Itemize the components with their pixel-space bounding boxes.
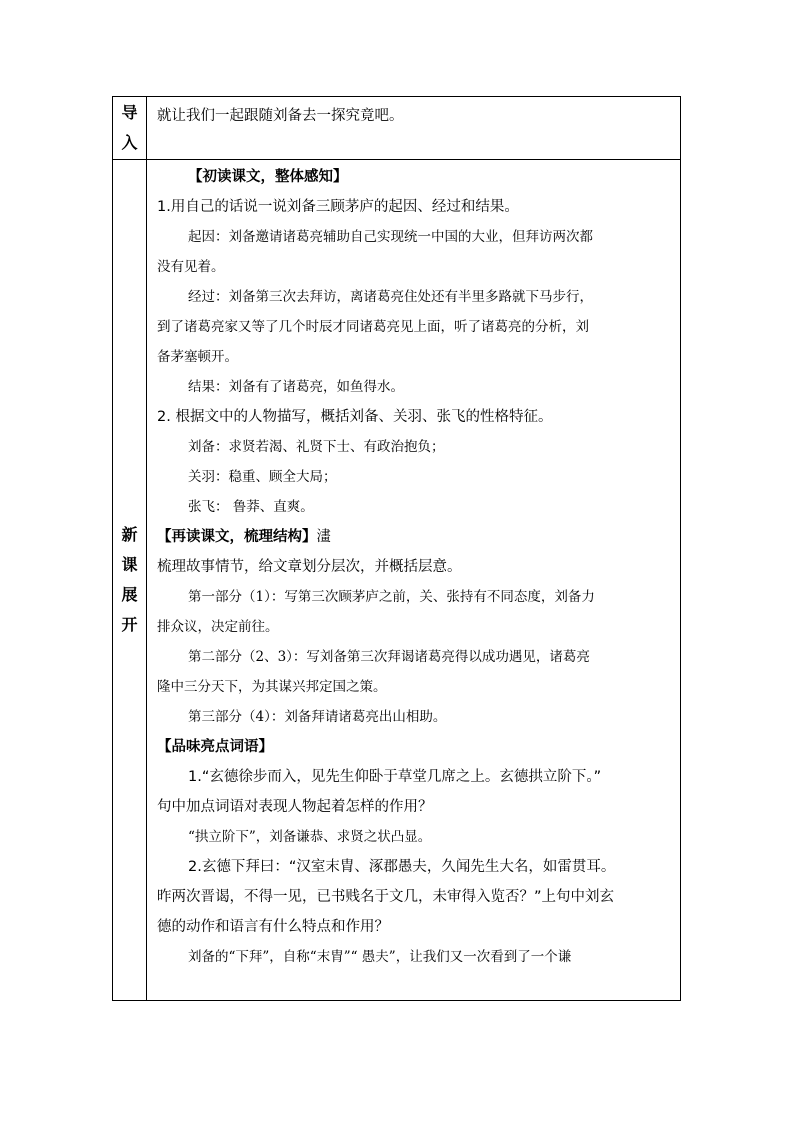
word-question-2-line-3: 德的动作和语言有什么特点和作用？: [157, 919, 389, 935]
part-1-line-2: 排众议，决定前往。: [157, 619, 279, 635]
inline-mark: 澅: [316, 529, 331, 545]
answer-process-line-2: 到了诸葛亮家又等了几个时辰才同诸葛亮见上面，听了诸葛亮的分析，刘: [157, 319, 589, 335]
answer-guanyu: 关羽：稳重、顾全大局；: [188, 469, 337, 485]
lesson-table: [112, 96, 681, 1001]
intro-label-char-2: 入: [121, 133, 138, 152]
part-3: 第三部分（4）：刘备拜请诸葛亮出山相助。: [188, 709, 447, 725]
answer-cause-line-2: 没有见着。: [157, 259, 225, 275]
word-answer-1: “拱立阶下”，刘备谦恭、求贤之状凸显。: [188, 829, 432, 845]
intro-row: [113, 97, 681, 160]
intro-label-cell: [113, 97, 147, 160]
new-lesson-row: [113, 160, 681, 1001]
new-lesson-label-char-3: 展: [121, 585, 138, 604]
answer-process-line-1: 经过：刘备第三次去拜访，离诸葛亮住处还有半里多路就下马步行，: [188, 289, 593, 305]
new-lesson-label-char-4: 开: [121, 615, 138, 634]
word-answer-2-line-1: 刘备的“下拜”，自称“末胄”“ 愚夫”，让我们又一次看到了一个谦: [188, 949, 572, 965]
section-heading-second-read: [157, 522, 674, 552]
intro-text: 就让我们一起跟随刘备去一探究竟吧。: [157, 108, 404, 124]
intro-label-char-1: 导: [121, 103, 138, 122]
word-question-1-line-1: 1.“玄德徐步而入，见先生仰卧于草堂几席之上。玄德拱立阶下。”: [188, 769, 602, 785]
part-2-line-2: 隆中三分天下，为其谋兴邦定国之策。: [157, 679, 387, 695]
intro-content-cell: [147, 97, 681, 160]
new-lesson-label-cell: [113, 160, 147, 1001]
answer-zhangfei: 张飞： 鲁莽、直爽。: [188, 499, 314, 515]
structure-instruction: 梳理故事情节，给文章划分层次，并概括层意。: [157, 559, 462, 575]
question-1: 1.用自己的话说一说刘备三顾茅庐的起因、经过和结果。: [157, 199, 519, 215]
part-2-line-1: 第二部分（2、3）：写刘备第三次拜谒诸葛亮得以成功遇见，诸葛亮: [188, 649, 590, 665]
new-lesson-content-cell: [147, 160, 681, 1001]
question-2: 2. 根据文中的人物描写，概括刘备、关羽、张飞的性格特征。: [157, 409, 553, 425]
part-1-line-1: 第一部分（1）：写第三次顾茅庐之前，关、张持有不同态度，刘备力: [188, 589, 595, 605]
answer-process-line-3: 备茅塞顿开。: [157, 349, 238, 365]
answer-liubei: 刘备：求贤若渴、礼贤下士、有政治抱负；: [188, 439, 445, 455]
word-question-2-line-2: 昨两次晋谒，不得一见，已书贱名于文几，未审得入览否？”上句中刘玄: [157, 889, 615, 905]
new-lesson-label: [120, 520, 140, 640]
intro-label: [120, 98, 140, 158]
word-question-1-line-2: 句中加点词语对表现人物起着怎样的作用？: [157, 799, 433, 815]
word-question-2-line-1: 2.玄德下拜曰：“汉室末胄、涿郡愚夫，久闻先生大名，如雷贯耳。: [188, 859, 616, 875]
section-heading-words: 【品味亮点词语】: [157, 739, 273, 755]
section-heading-second-read-text: 【再读课文，梳理结构】: [157, 529, 317, 545]
answer-cause-line-1: 起因：刘备邀请诸葛亮辅助自己实现统一中国的大业，但拜访两次都: [188, 229, 593, 245]
answer-result: 结果：刘备有了诸葛亮，如鱼得水。: [188, 379, 404, 395]
section-heading-first-read: 【初读课文，整体感知】: [188, 169, 348, 185]
new-lesson-label-char-1: 新: [121, 525, 138, 544]
new-lesson-label-char-2: 课: [121, 555, 138, 574]
